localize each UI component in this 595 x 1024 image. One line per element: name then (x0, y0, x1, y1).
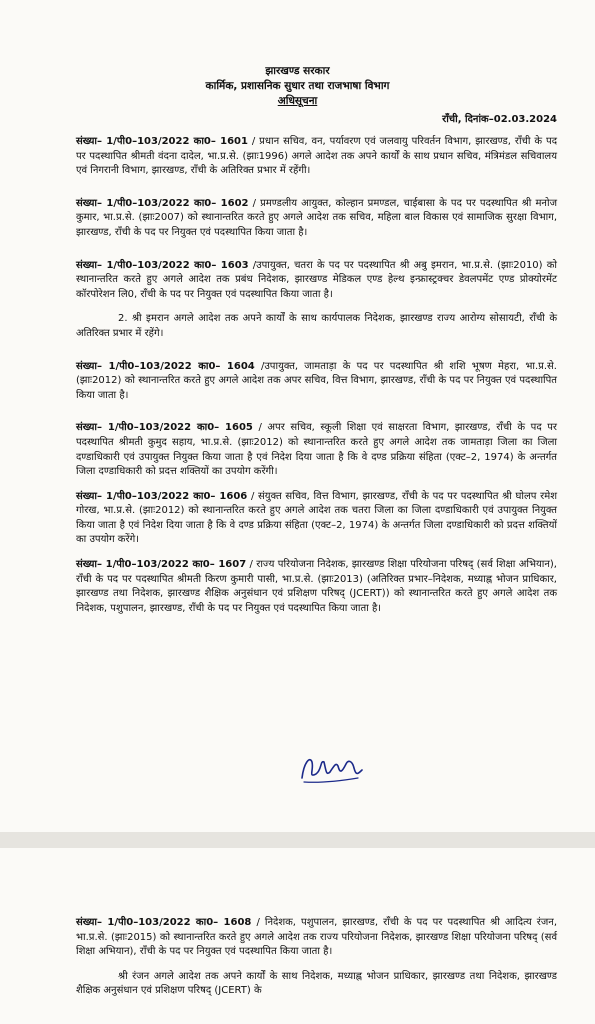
notification-date: राँची, दिनांक–02.03.2024 (442, 114, 557, 125)
order-ref: संख्या– 1/पी0–103/2022 का0– 1606 (76, 490, 248, 502)
order-ref: संख्या– 1/पी0–103/2022 का0– 1604 (76, 360, 255, 372)
order-1602 (76, 197, 557, 241)
order-text: / संयुक्त सचिव, वित्त विभाग, झारखण्ड, राँची के पद पर पदस्थापित श्री घोलप रमेश गोरख, भा.प्र.से. (झाः2012) को स्थानान्तरित करते हुए अगले आदेश तक चतरा जिला का जिला दण्डाधिकारी एवं उपायुक्त नियुक्त किया जाता है एवं निदेश दिया जाता है कि वे दण्ड प्रक्रिया संहिता (एक्ट–2, 1974) के अन्तर्गत जिला दण्डाधिकारी को प्रदत्त शक्तियों का उपयोग करेंगे। (76, 490, 557, 546)
order-text: /उपायुक्त, चतरा के पद पर पदस्थापित श्री अबु इमरान, भा.प्र.से. (झाः2010) को स्थानान्तरित करते हुए अगले आदेश तक प्रबंध निदेशक, झारखण्ड मेडिकल एण्ड हेल्थ इन्फ्रास्ट्रक्चर डेवलपमेंट एण्ड प्रोक्योरमेंट कॉरपोरेशन लि0, राँची के पद पर नियुक्त एवं पदस्थापित किया जाता है। (76, 259, 557, 300)
order-text: / राज्य परियोजना निदेशक, झारखण्ड शिक्षा परियोजना परिषद् (सर्व शिक्षा अभियान), राँची के पद पर पदस्थापित श्रीमती किरण कुमारी पासी, भा.प्र.से. (झाः2013) (अतिरिक्त प्रभार–निदेशक, मध्याह्न भोजन प्राधिकार, झारखण्ड तथा निदेशक, झारखण्ड शैक्षिक अनुसंधान एवं प्रशिक्षण परिषद् (JCERT)) को स्थानान्तरित करते हुए अगले आदेश तक निदेशक, पशुपालन, झारखण्ड, राँची के पद पर नियुक्त एवं पदस्थापित किया जाता है। (76, 559, 557, 614)
order-1604 (76, 360, 557, 404)
order-ref: संख्या– 1/पी0–103/2022 का0– 1608 (76, 917, 252, 928)
notification-title: अधिसूचना (277, 95, 318, 107)
order-text: / निदेशक, पशुपालन, झारखण्ड, राँची के पद पर पदस्थापित श्री आदित्य रंजन, भा.प्र.से. (झाः2015) को स्थानान्तरित करते हुए अगले आदेश तक राज्य परियोजना निदेशक, झारखण्ड शिक्षा परियोजना परिषद् (सर्व शिक्षा अभियान), राँची के पद पर नियुक्त एवं पदस्थापित किया जाता है। (76, 917, 558, 958)
order-ref: संख्या– 1/पी0–103/2022 का0– 1607 (76, 559, 247, 571)
order-ref: संख्या– 1/पी0–103/2022 का0– 1603 (76, 259, 249, 271)
order-text: /उपायुक्त, जामताड़ा के पद पर पदस्थापित श्री शशि भूषण मेहरा, भा.प्र.से. (झाः2012) को स्थानान्तरित करते हुए अगले आदेश तक अपर सचिव, वित्त विभाग, झारखण्ड, राँची के पद पर नियुक्त एवं पदस्थापित किया जाता है। (76, 360, 557, 401)
order-1601 (76, 135, 557, 179)
order-text: / प्रधान सचिव, वन, पर्यावरण एवं जलवायु परिवर्तन विभाग, झारखण्ड, राँची के पद पर पदस्थापित श्रीमती वंदना दादेल, भा.प्र.से. (झाः1996) अगले आदेश तक अपने कार्यों के साथ प्रधान सचिव, मंत्रिमंडल सचिवालय एवं निगरानी विभाग, झारखण्ड, राँची के अतिरिक्त प्रभार में रहेंगी। (76, 136, 558, 177)
order-1608-subclause: श्री रंजन अगले आदेश तक अपने कार्यों के साथ निदेशक, मध्याह्न भोजन प्राधिकार, झारखण्ड तथा निदेशक, झारखण्ड शैक्षिक अनुसंधान एवं प्रशिक्षण परिषद् (JCERT) के (76, 970, 557, 997)
department-name: कार्मिक, प्रशासनिक सुधार तथा राजभाषा विभाग (205, 80, 390, 92)
order-text: / प्रमण्डलीय आयुक्त, कोल्हान प्रमण्डल, चाईबासा के पद पर पदस्थापित श्री मनोज कुमार, भा.प्र.से. (झाः2007) को स्थानान्तरित करते हुए अगले आदेश तक सचिव, महिला बाल विकास एवं सामाजिक सुरक्षा विभाग, झारखण्ड, राँची के पद पर नियुक्त एवं पदस्थापित किया जाता है। (76, 197, 557, 238)
order-1607 (76, 558, 557, 616)
order-1603 (76, 259, 557, 303)
order-ref: संख्या– 1/पी0–103/2022 का0– 1605 (76, 422, 253, 434)
order-1605 (76, 421, 557, 479)
order-ref: संख्या– 1/पी0–103/2022 का0– 1601 (76, 136, 248, 147)
government-name: झारखण्ड सरकार (265, 65, 330, 77)
order-1603-subclause: 2. श्री इमरान अगले आदेश तक अपने कार्यों के साथ कार्यपालक निदेशक, झारखण्ड राज्य आरोग्य सोसायटी, राँची के अतिरिक्त प्रभार में रहेंगे। (76, 313, 557, 339)
signature-image (296, 748, 366, 788)
order-1606 (76, 490, 557, 548)
order-1608 (76, 916, 557, 960)
document-page-2 (0, 848, 595, 1024)
order-text: / अपर सचिव, स्कूली शिक्षा एवं साक्षरता विभाग, झारखण्ड, राँची के पद पर पदस्थापित श्रीमती कुमुद सहाय, भा.प्र.से. (झाः2012) को स्थानान्तरित करते हुए अगले आदेश तक जामताड़ा जिला का जिला दण्डाधिकारी एवं उपायुक्त नियुक्त किया जाता है एवं निदेश दिया जाता है कि वे दण्ड प्रक्रिया संहिता (एक्ट–2, 1974) के अन्तर्गत जिला दण्डाधिकारी को प्रदत्त शक्तियों का उपयोग करेंगी। (76, 422, 557, 478)
order-ref: संख्या– 1/पी0–103/2022 का0– 1602 (76, 197, 249, 209)
